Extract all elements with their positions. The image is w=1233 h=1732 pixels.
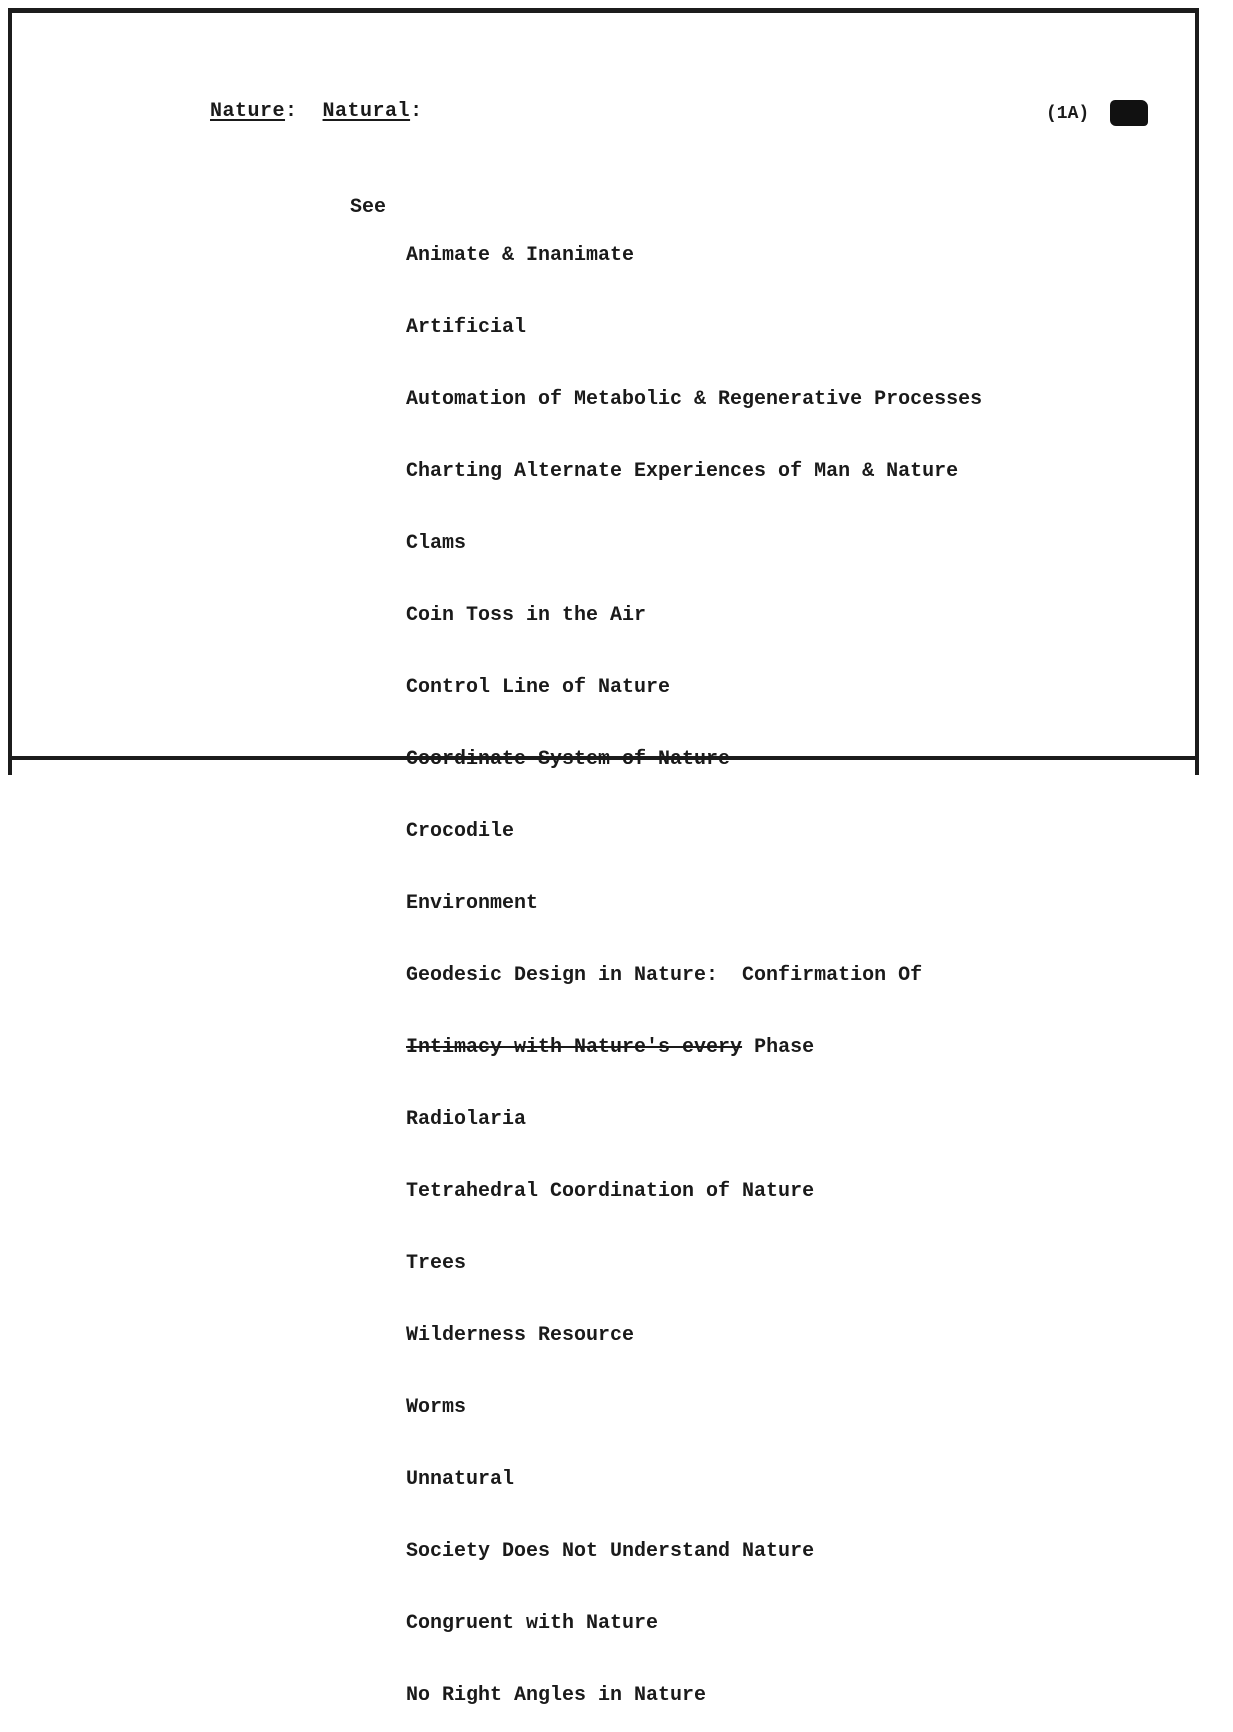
remaining-text: Phase xyxy=(742,1036,815,1059)
reference-item: Congruent with Nature xyxy=(406,1612,659,1635)
reference-item: Automation of Metabolic & Regenerative Processes xyxy=(406,388,983,411)
reference-item: Wilderness Resource xyxy=(406,1324,635,1347)
heading-subterm-separator: : xyxy=(410,100,423,123)
reference-item: Environment xyxy=(406,892,539,915)
card-heading xyxy=(210,100,423,123)
reference-item: Charting Alternate Experiences of Man & Nature xyxy=(406,460,959,483)
reference-item: Worms xyxy=(406,1396,467,1419)
reference-item: Artificial xyxy=(406,316,527,339)
struck-text: Intimacy with Nature's every xyxy=(406,1036,743,1059)
reference-item: Society Does Not Understand Nature xyxy=(406,1540,815,1563)
heading-subterm: Natural xyxy=(322,100,411,123)
frame-tick-right xyxy=(1195,760,1199,775)
reference-item: Clams xyxy=(406,532,467,555)
see-label: See xyxy=(350,196,387,219)
ink-blot xyxy=(1110,100,1148,126)
cross-reference-list xyxy=(406,196,982,1732)
reference-item: Tetrahedral Coordination of Nature xyxy=(406,1180,815,1203)
reference-item: Geodesic Design in Nature: Confirmation Of xyxy=(406,964,923,987)
reference-item-struck xyxy=(406,1036,982,1060)
frame-tick-left xyxy=(8,760,12,775)
card-code: (1A) xyxy=(1046,104,1090,124)
reference-item: No Right Angles in Nature xyxy=(406,1684,707,1707)
heading-separator: : xyxy=(285,100,298,123)
reference-item: Coordinate System of Nature xyxy=(406,748,731,771)
reference-item: Trees xyxy=(406,1252,467,1275)
reference-item: Animate & Inanimate xyxy=(406,244,635,267)
reference-item: Control Line of Nature xyxy=(406,676,671,699)
reference-item: Coin Toss in the Air xyxy=(406,604,647,627)
reference-item: Unnatural xyxy=(406,1468,515,1491)
reference-item: Radiolaria xyxy=(406,1108,527,1131)
reference-item: Crocodile xyxy=(406,820,515,843)
heading-term: Nature xyxy=(210,100,286,123)
